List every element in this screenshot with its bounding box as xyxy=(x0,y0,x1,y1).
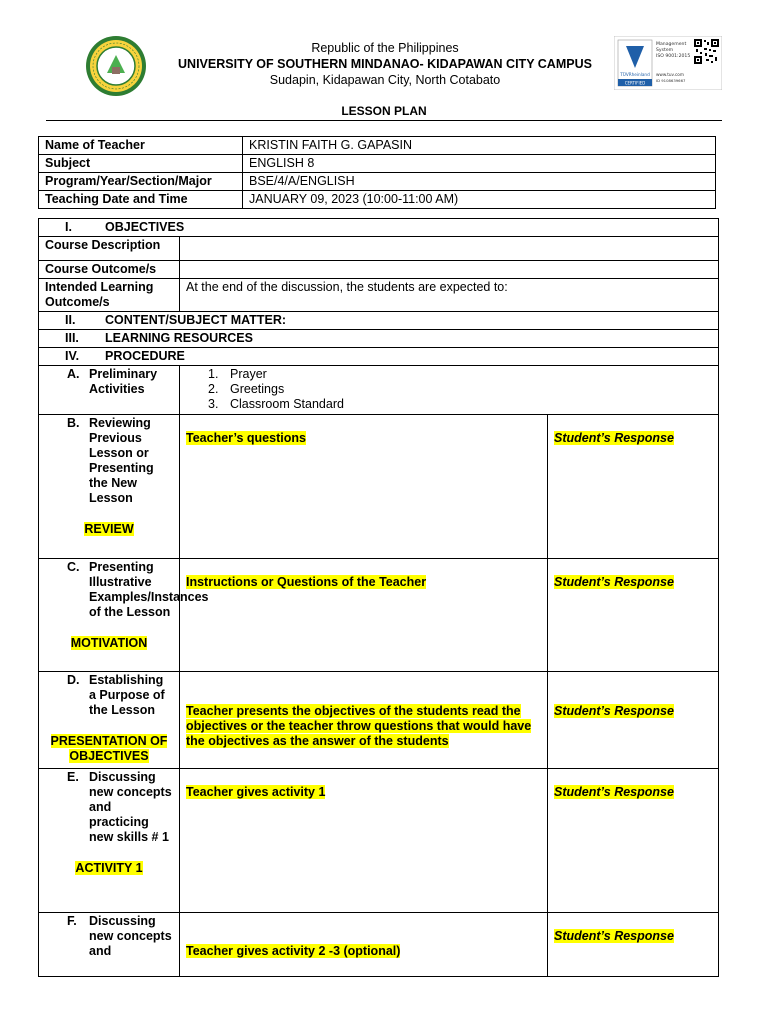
list-item: 1. Prayer xyxy=(208,367,267,381)
cert-text-5: ID 9108639667 xyxy=(656,78,686,83)
procedure-e-teacher: Teacher gives activity 1 xyxy=(180,769,548,913)
cert-text-2: System xyxy=(656,48,674,53)
motivation-tag: MOTIVATION xyxy=(70,636,148,650)
procedure-d-teacher: Teacher presents the objectives of the students read the objectives or the teacher throw questions that would have the objectives as the answer of the students xyxy=(180,672,548,769)
table-row xyxy=(39,559,719,672)
table-row xyxy=(39,672,719,769)
university-name: UNIVERSITY OF SOUTHERN MINDANAO- KIDAPAWAN CITY CAMPUS xyxy=(178,57,592,71)
table-row xyxy=(39,769,719,913)
procedure-c-student: Student’s Response xyxy=(548,559,719,672)
table-row xyxy=(39,137,716,155)
table-row xyxy=(39,191,716,209)
table-row xyxy=(39,312,719,330)
table-row xyxy=(39,279,719,312)
republic-line: Republic of the Philippines xyxy=(311,41,459,55)
cert-text-4: www.tuv.com xyxy=(656,72,684,77)
course-outcomes-value xyxy=(180,261,719,279)
table-row xyxy=(39,261,719,279)
procedure-b-label: B. Reviewing Previous Lesson or Presenting the New Lesson REVIEW xyxy=(39,415,180,559)
cert-logo-text: TÜVRheinland xyxy=(620,72,650,77)
procedure-c-label: C. Presenting Illustrative Examples/Instances of the Lesson MOTIVATION xyxy=(39,559,180,672)
table-row xyxy=(39,366,719,415)
table-row xyxy=(39,415,719,559)
table-row xyxy=(39,173,716,191)
course-description-label: Course Description xyxy=(39,237,180,261)
procedure-f-label: F. Discussing new concepts and xyxy=(39,913,180,977)
procedure-d-student: Student’s Response xyxy=(548,672,719,769)
procedure-b-teacher: Teacher’s questions xyxy=(180,415,548,559)
info-key: Name of Teacher xyxy=(39,137,243,155)
document-title: LESSON PLAN xyxy=(341,104,427,118)
table-row xyxy=(39,219,719,237)
procedure-f-student: Student’s Response xyxy=(548,913,719,977)
info-key: Subject xyxy=(39,155,243,173)
teacher-info-table xyxy=(38,136,716,209)
course-description-value xyxy=(180,237,719,261)
section-content: II. CONTENT/SUBJECT MATTER: xyxy=(39,312,719,330)
info-value: BSE/4/A/ENGLISH xyxy=(243,173,716,191)
table-row xyxy=(39,348,719,366)
procedure-b-student: Student’s Response xyxy=(548,415,719,559)
cert-text-1: Management xyxy=(656,42,687,47)
procedure-c-teacher: Instructions or Questions of the Teacher xyxy=(180,559,548,672)
cert-badge-text: CERTIFIED xyxy=(624,80,646,86)
activity-1-tag: ACTIVITY 1 xyxy=(75,861,143,875)
info-key: Program/Year/Section/Major xyxy=(39,173,243,191)
procedure-e-label: E. Discussing new concepts and practicing new skills # 1 ACTIVITY 1 xyxy=(39,769,180,913)
campus-address: Sudapin, Kidapawan City, North Cotabato xyxy=(269,73,501,87)
info-value: JANUARY 09, 2023 (10:00-11:00 AM) xyxy=(243,191,716,209)
iso-certification-badge xyxy=(614,36,722,90)
course-outcomes-label: Course Outcome/s xyxy=(39,261,180,279)
list-item: 3. Classroom Standard xyxy=(208,397,344,411)
section-resources: III. LEARNING RESOURCES xyxy=(39,330,719,348)
cert-text-3: ISO 9001:2015 xyxy=(656,54,691,59)
table-row xyxy=(39,913,719,977)
institution-heading xyxy=(160,40,610,88)
table-row xyxy=(39,330,719,348)
table-row xyxy=(39,155,716,173)
qr-code-icon xyxy=(694,39,719,64)
ilo-text: At the end of the discussion, the students are expected to: xyxy=(180,279,719,312)
document-header xyxy=(0,0,768,100)
table-row xyxy=(39,237,719,261)
review-tag: REVIEW xyxy=(84,522,134,536)
info-value: KRISTIN FAITH G. GAPASIN xyxy=(243,137,716,155)
procedure-d-label: D. Establishing a Purpose of the Lesson PRESENTATION OF OBJECTIVES xyxy=(39,672,180,769)
procedure-f-teacher: Teacher gives activity 2 -3 (optional) xyxy=(180,913,548,977)
ilo-label: Intended Learning Outcome/s xyxy=(39,279,180,312)
title-divider xyxy=(46,120,722,121)
info-key: Teaching Date and Time xyxy=(39,191,243,209)
section-objectives: I. OBJECTIVES xyxy=(39,219,719,237)
section-procedure: IV. PROCEDURE xyxy=(39,348,719,366)
procedure-e-student: Student’s Response xyxy=(548,769,719,913)
procedure-a-label: A. Preliminary Activities xyxy=(39,366,180,415)
info-value: ENGLISH 8 xyxy=(243,155,716,173)
list-item: 2. Greetings xyxy=(208,382,285,396)
preliminary-activities-list xyxy=(180,366,719,415)
university-seal-logo xyxy=(85,35,147,97)
presentation-of-objectives-tag: PRESENTATION OF OBJECTIVES xyxy=(50,734,168,763)
lesson-plan-table xyxy=(38,218,719,977)
